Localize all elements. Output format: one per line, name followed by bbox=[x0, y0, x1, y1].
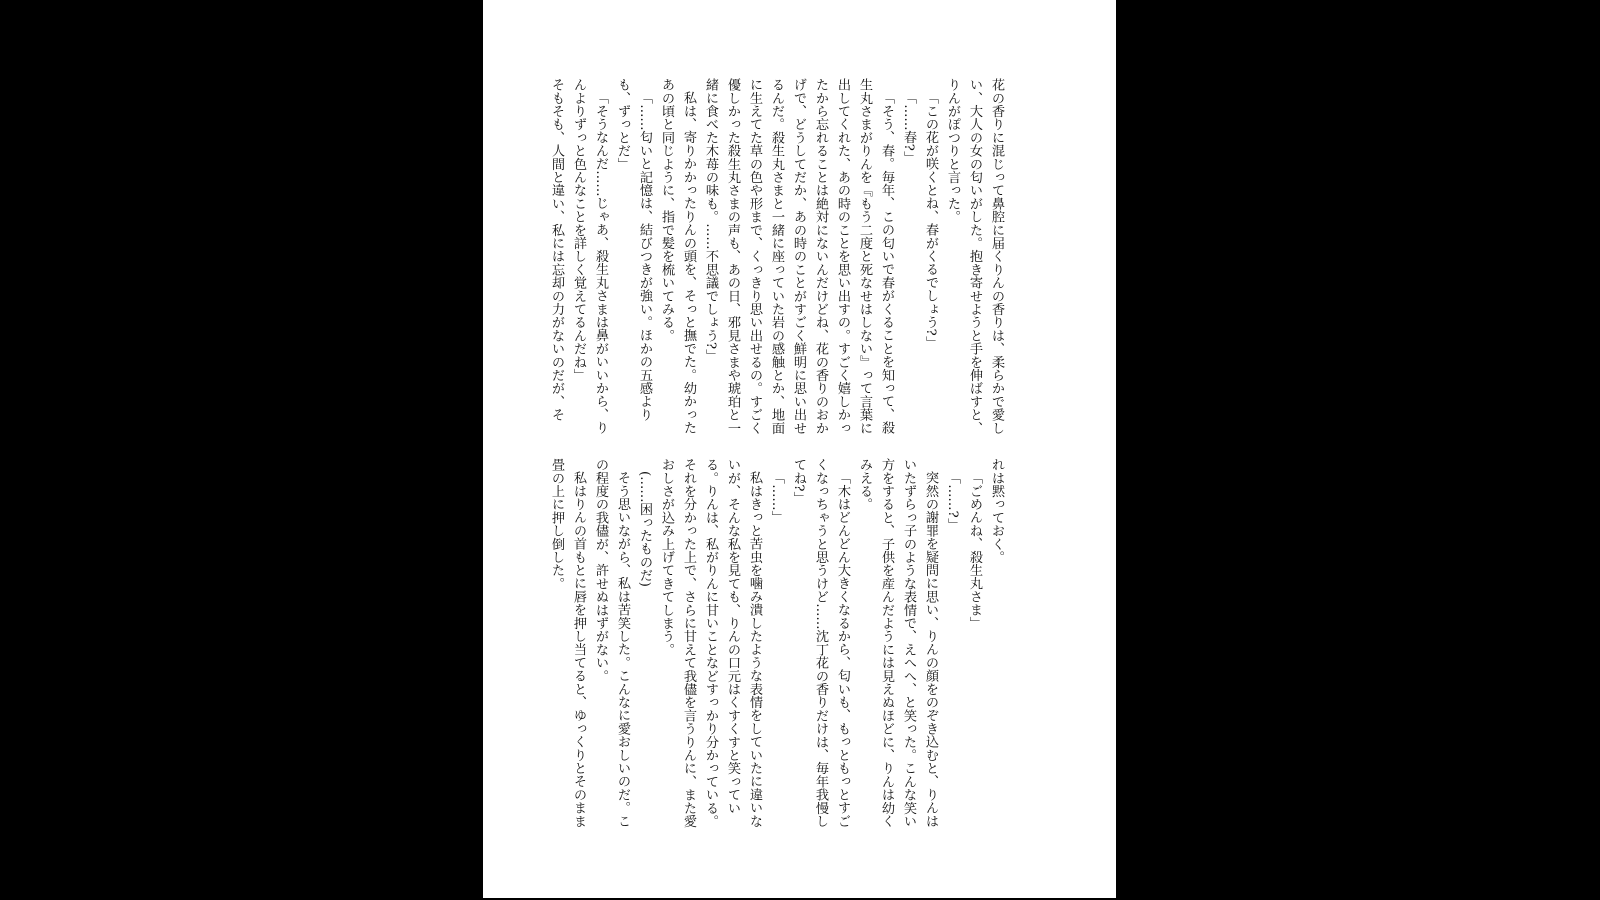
paragraph: 「……春?」 bbox=[901, 91, 916, 165]
paragraph: 「そう、春。毎年、この匂いで春がくることを知って、殺生丸さまがりんを『もう二度と死なせはしない』って言葉に出してくれた、あの時のことを思い出すの。すごく嬉しかったから忘れることは絶対にないんだけどね、花の香りのおかげで、どうしてだか、あの時のことがすごく鮮明に思い出せるんだ。殺生丸さまと一緒に座っていた岩の感触とか、地面に生えてた草の色や形まで、くっきり思い出せるの。すごく優しかった殺生丸さまの声も、あの日、邪見さまや琥珀と一緒に食べた木苺の味も。……不思議でしょう?」 bbox=[703, 78, 894, 435]
paragraph: 「……」 bbox=[769, 471, 784, 524]
paragraph: そう思いながら、私は苦笑した。こんなに愛おしいのだ。この程度の我儘が、許せぬはずがない。 bbox=[593, 458, 630, 828]
paragraph: 「木はどんどん大きくなるから、匂いも、もっともっとすごくなっちゃうと思うけど……沈丁花の香りだけは、毎年我慢してね?」 bbox=[791, 458, 850, 828]
paragraph: 「ごめんね、殺生丸さま」 bbox=[967, 471, 982, 630]
paragraph: 「……匂いと記憶は、結びつきが強い。ほかの五感よりも、ずっとだ」 bbox=[615, 78, 652, 422]
paragraph: そもそも、人間と違い、私には忘却の力がないのだが、そ bbox=[549, 78, 564, 422]
paragraph: 「この花が咲くとね、春がくるでしょう?」 bbox=[923, 91, 938, 350]
upper-text-tier bbox=[545, 78, 1007, 438]
paragraph: 「そうなんだ……じゃあ、殺生丸さまは鼻がいいから、りんよりずっと色んなことを詳しく覚えてるんだね」 bbox=[571, 78, 608, 435]
paragraph: 「……?」 bbox=[945, 471, 960, 532]
paragraph: 私はきっと苦虫を噛み潰したような表情をしていたに違いないが、そんな私を見ても、りんの口元はくすくすと笑っている。りんは、私がりんに甘いことなどすっかり分かっている。それを分かった上で、さらに甘えて我儘を言うりんに、また愛おしさが込み上げてきてしまう。 bbox=[659, 458, 762, 828]
paragraph: 突然の謝罪を疑問に思い、りんの顔をのぞき込むと、りんはいたずらっ子のような表情で、えへへ、と笑った。こんな笑い方をすると、子供を産んだようには見えぬほどに、りんは幼くみえる。 bbox=[857, 458, 938, 828]
paragraph: 私はりんの首もとに唇を押し当てると、ゆっくりとそのまま畳の上に押し倒した。 bbox=[549, 458, 586, 828]
document-page bbox=[483, 0, 1116, 898]
paragraph: (……困ったものだ) bbox=[637, 471, 652, 588]
lower-text-tier bbox=[545, 458, 1007, 830]
paragraph: 私は、寄りかかったりんの頭を、そっと撫でた。幼かったあの頃と同じように、指で髪を梳いてみる。 bbox=[659, 78, 696, 435]
paragraph: 花の香りに混じって鼻腔に届くりんの香りは、柔らかで愛しい、大人の女の匂いがした。抱き寄せようと手を伸ばすと、りんがぽつりと言った。 bbox=[945, 78, 1004, 435]
paragraph: れは黙っておく。 bbox=[989, 458, 1004, 564]
